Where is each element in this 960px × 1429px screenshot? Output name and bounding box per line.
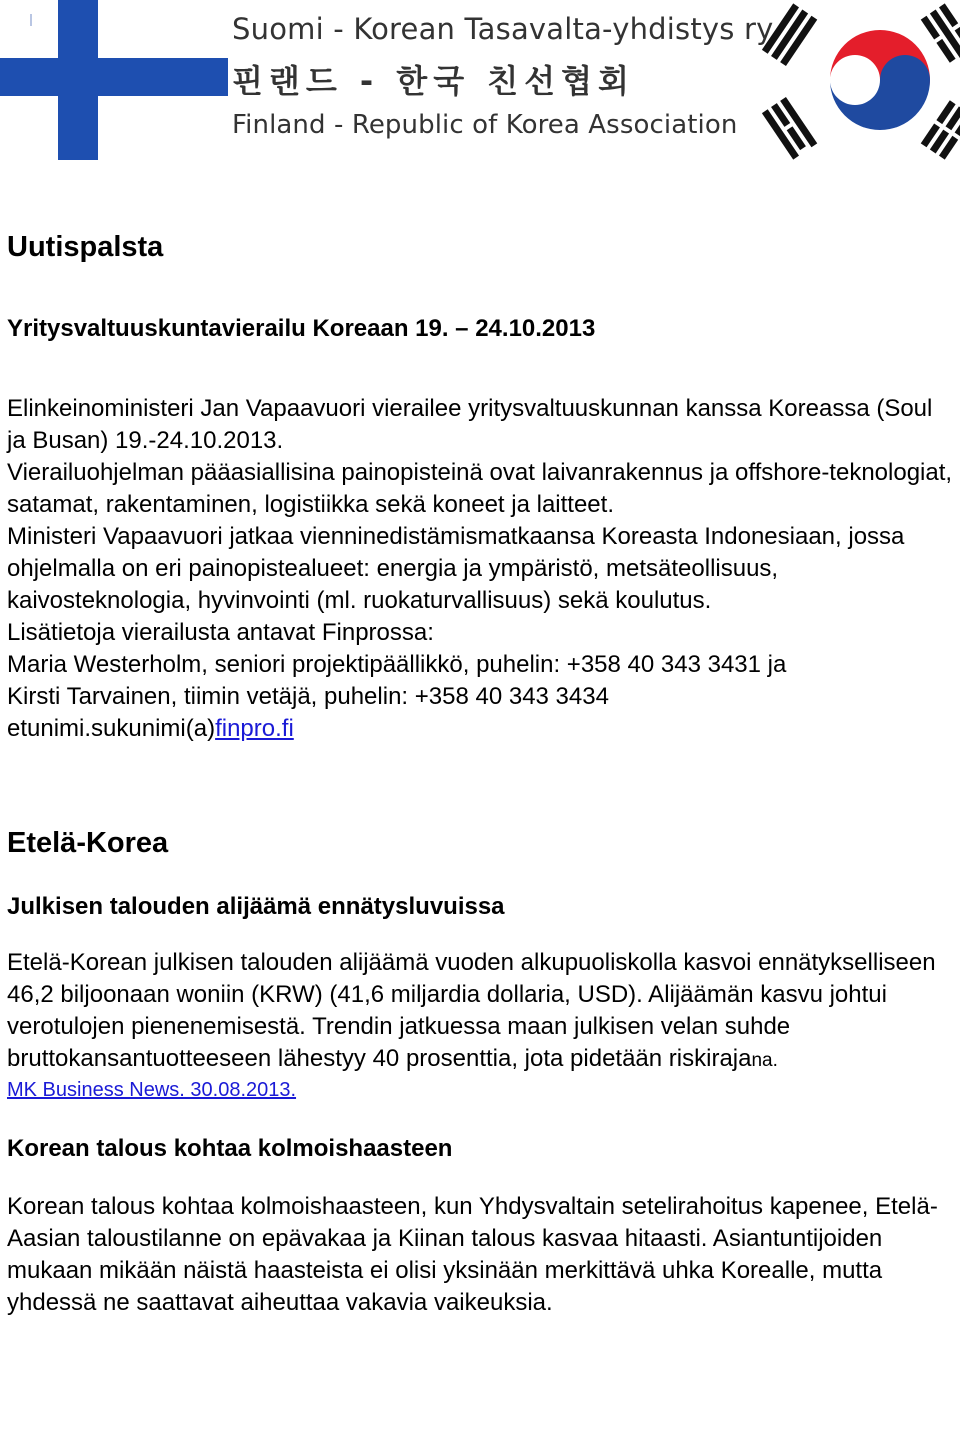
news-column-title: Uutispalsta: [7, 231, 164, 263]
main-content: [7, 225, 957, 1319]
article-2-body: [7, 947, 957, 1077]
article-1-contact-2: Kirsti Tarvainen, tiimin vetäjä, puhelin: +358 40 343 3434: [7, 683, 609, 710]
association-name-en: Finland - Republic of Korea Association: [232, 110, 738, 140]
article-1-paragraph-1: Elinkeinoministeri Jan Vapaavuori vierailee yritysvaltuuskunnan kanssa Koreassa (Soul ja Busan) 19.-24.10.2013.: [7, 395, 933, 454]
article-2-body-tail: na.: [751, 1050, 778, 1071]
association-name-fi: Suomi - Korean Tasavalta-yhdistys ry: [232, 12, 774, 46]
mk-business-news-link[interactable]: MK Business News. 30.08.2013.: [7, 1079, 297, 1101]
finpro-link[interactable]: finpro.fi: [215, 715, 294, 742]
article-1-contacts-intro: Lisätietoja vierailusta antavat Finprossa:: [7, 619, 434, 646]
article-2-headline: Julkisen talouden alijäämä ennätysluvuissa: [7, 893, 505, 920]
email-prefix: etunimi.sukunimi(a): [7, 715, 216, 742]
section-title: Etelä-Korea: [7, 827, 169, 859]
article-1-paragraph-2: Vierailuohjelman pääasiallisina painopisteinä ovat laivanrakennus ja offshore-teknologiat, satamat, rakentaminen, logistiikka sekä koneet ja laitteet.: [7, 459, 953, 518]
finland-flag-icon: [0, 0, 232, 160]
article-1-paragraph-3: Ministeri Vapaavuori jatkaa vienninedistämismatkaansa Koreasta Indonesiaan, jossa ohjelmalla on eri painopistealueet: energia ja ympäristö, metsäteollisuus, kaivosteknologia, hyvinvointi (ml. ruokaturvallisuus) sekä koulutus.: [7, 523, 905, 614]
article-3-body: Korean talous kohtaa kolmoishaasteen, kun Yhdysvaltain setelirahoitus kapenee, Etelä-Aasian taloustilanne on epävakaa ja Kiinan talous kasvaa hitaasti. Asiantuntijoiden mukaan mikään näistä haasteista ei olisi yksinään merkittävä uhka Korealle, mutta yhdessä ne saattavat aiheuttaa vakavia vaikeuksia.: [7, 1193, 938, 1316]
article-2-body-text: Etelä-Korean julkisen talouden alijäämä vuoden alkupuoliskolla kasvoi ennätykselliseen 46,2 biljoonaan woniin (KRW) (41,6 miljardia dollaria, USD). Alijäämän kasvu johtui verotulojen pienenemisestä. Trendin jatkuessa maan julkisen velan suhde bruttokansantuotteeseen lähestyy 40 prosenttia, jota pidetään riskiraja: [7, 949, 936, 1072]
association-banner: [0, 0, 960, 160]
association-name-ko: 핀랜드 - 한국 친선협회: [232, 62, 635, 100]
article-1-email: [7, 713, 957, 745]
korea-flag-icon: [762, 3, 960, 159]
article-3-headline: Korean talous kohtaa kolmoishaasteen: [7, 1135, 453, 1162]
article-2-source: [7, 1077, 957, 1103]
article-1-headline: Yritysvaltuuskuntavierailu Koreaan 19. – 24.10.2013: [7, 315, 596, 342]
article-1-contact-1: Maria Westerholm, seniori projektipäällikkö, puhelin: +358 40 343 3431 ja: [7, 651, 787, 678]
